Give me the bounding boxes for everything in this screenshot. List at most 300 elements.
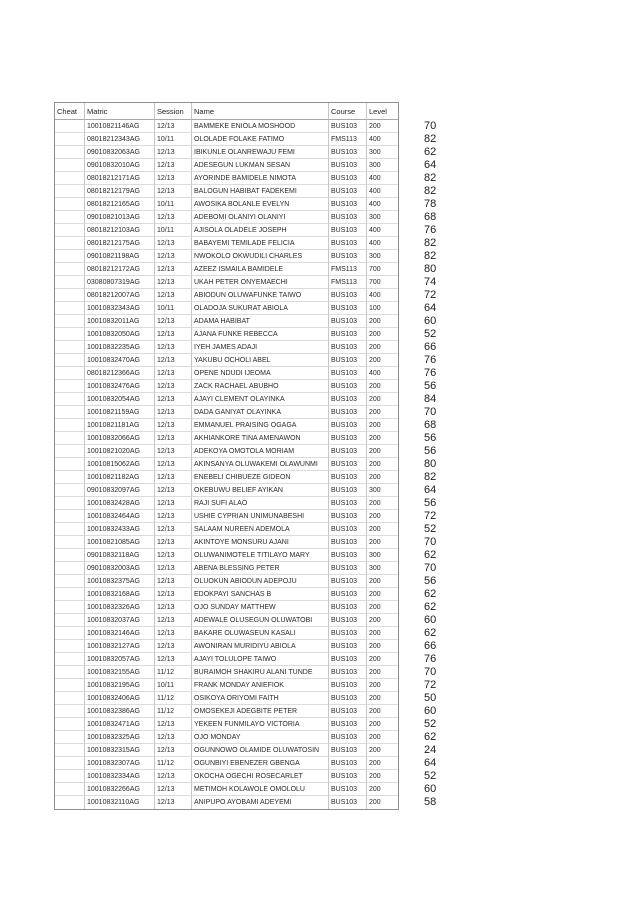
table-row: [55, 419, 450, 432]
cell-session: 12/13: [155, 510, 192, 523]
cell-course: BUS103: [329, 120, 367, 133]
cell-level: 200: [367, 614, 398, 627]
cell-cheat: [55, 419, 85, 432]
score-value: 72: [424, 510, 437, 522]
cell-course: BUS103: [329, 458, 367, 471]
table-row: [55, 120, 450, 133]
score-value: 82: [424, 133, 437, 145]
score-value: 76: [424, 224, 437, 236]
cell-level: 200: [367, 523, 398, 536]
cell-level: 200: [367, 432, 398, 445]
cell-name: AWOSIKA BOLANLE EVELYN: [192, 198, 329, 211]
cell-matric: 10010815062AG: [85, 458, 155, 471]
score-value: 82: [424, 471, 437, 483]
cell-session: 12/13: [155, 185, 192, 198]
score-value: 62: [424, 601, 437, 613]
table-row: [55, 614, 450, 627]
cell-course: BUS103: [329, 731, 367, 744]
cell-level: 400: [367, 172, 398, 185]
table-row: [55, 328, 450, 341]
cell-name: ABENA BLESSING PETER: [192, 562, 329, 575]
cell-level: 200: [367, 601, 398, 614]
cell-level: 200: [367, 718, 398, 731]
cell-course: BUS103: [329, 393, 367, 406]
cell-name: OGUNNOWO OLAMIDE OLUWATOSIN: [192, 744, 329, 757]
cell-name: IYEH JAMES ADAJI: [192, 341, 329, 354]
cell-level: 700: [367, 263, 398, 276]
cell-matric: 10010832235AG: [85, 341, 155, 354]
cell-name: ADAMA HABIBAT: [192, 315, 329, 328]
score-value: 70: [424, 562, 437, 574]
cell-cheat: [55, 757, 85, 770]
cell-level: 300: [367, 146, 398, 159]
cell-course: BUS103: [329, 588, 367, 601]
cell-name: AJANA FUNKE REBECCA: [192, 328, 329, 341]
cell-matric: 10010832334AG: [85, 770, 155, 783]
cell-course: BUS103: [329, 289, 367, 302]
table-row: [55, 302, 450, 315]
cell-course: BUS103: [329, 757, 367, 770]
cell-course: BUS103: [329, 484, 367, 497]
table-row: [55, 575, 450, 588]
cell-cheat: [55, 328, 85, 341]
cell-cheat: [55, 380, 85, 393]
cell-matric: 10010832066AG: [85, 432, 155, 445]
cell-level: 400: [367, 224, 398, 237]
cell-matric: 08018212165AG: [85, 198, 155, 211]
cell-course: BUS103: [329, 705, 367, 718]
cell-cheat: [55, 562, 85, 575]
score-value: 72: [424, 679, 437, 691]
score-value: 50: [424, 692, 437, 704]
cell-level: 200: [367, 341, 398, 354]
cell-level: 200: [367, 419, 398, 432]
cell-session: 12/13: [155, 289, 192, 302]
cell-level: 200: [367, 328, 398, 341]
cell-name: RAJI SUFI ALAO: [192, 497, 329, 510]
cell-session: 11/12: [155, 666, 192, 679]
cell-cheat: [55, 224, 85, 237]
table-row: [55, 692, 450, 705]
cell-cheat: [55, 250, 85, 263]
table-row: [55, 757, 450, 770]
cell-matric: 10010832428AG: [85, 497, 155, 510]
cell-name: ENEBELI CHIBUEZE GIDEON: [192, 471, 329, 484]
cell-matric: 10010832050AG: [85, 328, 155, 341]
cell-course: BUS103: [329, 380, 367, 393]
cell-name: BABAYEMI TEMILADE FELICIA: [192, 237, 329, 250]
score-value: 56: [424, 445, 437, 457]
cell-name: EDOKPAYI SANCHAS B: [192, 588, 329, 601]
table-row: [55, 211, 450, 224]
score-value: 60: [424, 614, 437, 626]
cell-level: 400: [367, 289, 398, 302]
cell-cheat: [55, 588, 85, 601]
table-row: [55, 484, 450, 497]
cell-course: BUS103: [329, 523, 367, 536]
cell-session: 11/12: [155, 692, 192, 705]
table-row: [55, 783, 450, 796]
cell-session: 12/13: [155, 263, 192, 276]
score-value: 60: [424, 705, 437, 717]
score-value: 56: [424, 575, 437, 587]
cell-level: 200: [367, 315, 398, 328]
cell-level: 200: [367, 588, 398, 601]
cell-name: AWONIRAN MURIDIYU ABIOLA: [192, 640, 329, 653]
cell-course: BUS103: [329, 744, 367, 757]
cell-course: BUS103: [329, 575, 367, 588]
cell-matric: 10010832266AG: [85, 783, 155, 796]
cell-session: 12/13: [155, 341, 192, 354]
score-value: 62: [424, 549, 437, 561]
cell-cheat: [55, 497, 85, 510]
cell-cheat: [55, 263, 85, 276]
cell-cheat: [55, 770, 85, 783]
score-value: 78: [424, 198, 437, 210]
cell-name: ANIPUPO AYOBAMI ADEYEMI: [192, 796, 329, 809]
cell-matric: 10010832343AG: [85, 302, 155, 315]
cell-level: 200: [367, 510, 398, 523]
cell-level: 200: [369, 799, 381, 806]
cell-level: 200: [367, 783, 398, 796]
cell-course: BUS103: [329, 341, 367, 354]
cell-course: BUS103: [329, 679, 367, 692]
cell-matric: 09010832118AG: [85, 549, 155, 562]
cell-matric: 08018212175AG: [85, 237, 155, 250]
cell-cheat: [55, 276, 85, 289]
table-row: [55, 796, 450, 809]
cell-level: 300: [367, 562, 398, 575]
cell-cheat: [55, 744, 85, 757]
cell-matric: 08018212103AG: [85, 224, 155, 237]
table-row: [55, 393, 450, 406]
cell-session: 12/13: [155, 146, 192, 159]
cell-level: 700: [367, 276, 398, 289]
cell-level: 200: [367, 445, 398, 458]
cell-course: BUS103: [329, 224, 367, 237]
cell-session: 12/13: [155, 497, 192, 510]
cell-course: BUS103: [329, 796, 367, 809]
cell-matric: 08018212366AG: [85, 367, 155, 380]
table-row: [55, 744, 450, 757]
cell-cheat: [55, 302, 85, 315]
cell-matric: 10010832464AG: [85, 510, 155, 523]
cell-name: OLUWANIMOTELE TITILAYO MARY: [192, 549, 329, 562]
cell-name: AJISOLA OLADELE JOSEPH: [192, 224, 329, 237]
cell-name: OPENE NDUDI IJEOMA: [192, 367, 329, 380]
cell-course: BUS103: [329, 562, 367, 575]
cell-matric: 10010832037AG: [85, 614, 155, 627]
cell-matric: 10010832195AG: [85, 679, 155, 692]
table-row: [55, 640, 450, 653]
table-row: [55, 315, 450, 328]
cell-matric: 08018212172AG: [85, 263, 155, 276]
cell-name: BAMMEKE ENIOLA MOSHOOD: [192, 120, 329, 133]
table-row: [55, 172, 450, 185]
cell-cheat: [55, 354, 85, 367]
cell-name: YAKUBU OCHOLI ABEL: [192, 354, 329, 367]
table-row: [55, 731, 450, 744]
table-row: [55, 133, 450, 146]
cell-level: 200: [367, 627, 398, 640]
cell-session: 12/13: [155, 172, 192, 185]
cell-cheat: [55, 445, 85, 458]
cell-session: 12/13: [155, 419, 192, 432]
cell-cheat: [55, 172, 85, 185]
cell-session: 12/13: [155, 770, 192, 783]
table-row: [55, 588, 450, 601]
header-cheat: Cheat: [55, 103, 85, 120]
cell-name: ABIODUN OLUWAFUNKE TAIWO: [192, 289, 329, 302]
cell-level: 200: [367, 536, 398, 549]
table-row: [55, 146, 450, 159]
cell-name: ADEKOYA OMOTOLA MORIAM: [192, 445, 329, 458]
table-row: [55, 224, 450, 237]
cell-level: 300: [367, 250, 398, 263]
cell-course: BUS103: [329, 185, 367, 198]
cell-level: 400: [367, 133, 398, 146]
cell-level: 200: [367, 393, 398, 406]
cell-session: 12/13: [155, 315, 192, 328]
score-value: 80: [424, 263, 437, 275]
cell-name: OMOSEKEJI ADEGBITE PETER: [192, 705, 329, 718]
cell-session: 12/13: [155, 367, 192, 380]
cell-cheat: [55, 146, 85, 159]
cell-session: 10/11: [155, 679, 192, 692]
cell-level: 400: [367, 237, 398, 250]
cell-level: 400: [367, 185, 398, 198]
table-row: [55, 770, 450, 783]
cell-course: BUS103: [329, 302, 367, 315]
table-row: [55, 458, 450, 471]
cell-name: FRANK MONDAY ANIEFIOK: [192, 679, 329, 692]
cell-course: BUS103: [329, 471, 367, 484]
table-row: [55, 445, 450, 458]
cell-matric: 08018212007AG: [85, 289, 155, 302]
cell-course: BUS103: [329, 419, 367, 432]
cell-course: BUS103: [329, 614, 367, 627]
score-value: 62: [424, 627, 437, 639]
score-value: 70: [424, 406, 437, 418]
score-value: 80: [424, 458, 437, 470]
cell-matric: 10010821182AG: [85, 471, 155, 484]
cell-name: AYORINDE BAMIDELE NIMOTA: [192, 172, 329, 185]
cell-session: 12/13: [155, 562, 192, 575]
cell-matric: 10010832315AG: [85, 744, 155, 757]
cell-course: BUS103: [329, 601, 367, 614]
cell-name: OLOLADE FOLAKE FATIMO: [192, 133, 329, 146]
table-row: [55, 510, 450, 523]
cell-level: 100: [367, 302, 398, 315]
cell-level: 200: [367, 731, 398, 744]
table-row: [55, 549, 450, 562]
score-value: 62: [424, 588, 437, 600]
cell-cheat: [55, 393, 85, 406]
cell-level: 200: [367, 406, 398, 419]
table-row: [55, 380, 450, 393]
cell-matric: 10010832326AG: [85, 601, 155, 614]
cell-course: BUS103: [329, 640, 367, 653]
cell-session: 12/13: [155, 588, 192, 601]
cell-cheat: [55, 211, 85, 224]
cell-course: BUS103: [329, 354, 367, 367]
score-value: 84: [424, 393, 437, 405]
cell-session: 12/13: [155, 354, 192, 367]
cell-course: BUS103: [329, 445, 367, 458]
cell-cheat: [55, 471, 85, 484]
cell-cheat: [55, 640, 85, 653]
score-value: 66: [424, 640, 437, 652]
cell-name: ADEBOMI OLANIYI OLANIYI: [192, 211, 329, 224]
cell-cheat: [55, 289, 85, 302]
cell-session: 12/13: [155, 783, 192, 796]
cell-course: BUS103: [329, 783, 367, 796]
cell-cheat: [55, 185, 85, 198]
cell-name: ZACK RACHAEL ABUBHO: [192, 380, 329, 393]
cell-name: IBIKUNLE OLANREWAJU FEMI: [192, 146, 329, 159]
cell-level: 300: [367, 211, 398, 224]
table-row: [55, 237, 450, 250]
cell-course: BUS103: [329, 328, 367, 341]
score-value: 76: [424, 354, 437, 366]
cell-cheat: [55, 679, 85, 692]
cell-cheat: [55, 653, 85, 666]
cell-level: 400: [367, 367, 398, 380]
cell-name: BURAIMOH SHAKIRU ALANI TUNDE: [192, 666, 329, 679]
cell-cheat: [55, 510, 85, 523]
cell-matric: 10010821085AG: [85, 536, 155, 549]
cell-matric: 10010832375AG: [85, 575, 155, 588]
cell-session: 12/13: [155, 601, 192, 614]
cell-name: AZEEZ ISMAILA BAMIDELE: [192, 263, 329, 276]
cell-cheat: [55, 627, 85, 640]
table-row: [55, 354, 450, 367]
header-course: Course: [329, 103, 367, 120]
table-row: [55, 679, 450, 692]
cell-cheat: [55, 705, 85, 718]
score-value: 70: [424, 120, 437, 132]
table-row: [55, 263, 450, 276]
cell-level: 200: [367, 471, 398, 484]
cell-name: OKEBUWU BELIEF AYIKAN: [192, 484, 329, 497]
cell-cheat: [55, 367, 85, 380]
cell-session: 10/11: [155, 302, 192, 315]
cell-name: ADESEGUN LUKMAN SESAN: [192, 159, 329, 172]
cell-cheat: [55, 692, 85, 705]
cell-cheat: [55, 484, 85, 497]
cell-name: ADEWALE OLUSEGUN OLUWATOBI: [192, 614, 329, 627]
header-level: Level: [367, 103, 398, 120]
results-sheet: [55, 103, 450, 809]
cell-session: 12/13: [155, 796, 192, 809]
cell-session: 12/13: [155, 458, 192, 471]
cell-course: BUS103: [329, 666, 367, 679]
cell-session: 12/13: [155, 575, 192, 588]
score-value: 64: [424, 484, 437, 496]
cell-name: AKINSANYA OLUWAKEMI OLAWUNMI: [192, 458, 329, 471]
table-row: [55, 341, 450, 354]
cell-course: BUS103: [329, 172, 367, 185]
score-value: 62: [424, 146, 437, 158]
cell-cheat: [55, 458, 85, 471]
score-value: 60: [424, 315, 437, 327]
cell-name: OLADOJA SUKURAT ABIOLA: [192, 302, 329, 315]
cell-session: 12/13: [155, 718, 192, 731]
cell-course: BUS103: [329, 211, 367, 224]
score-value: 60: [424, 783, 437, 795]
cell-cheat: [55, 315, 85, 328]
cell-cheat: [55, 432, 85, 445]
cell-session: 12/13: [155, 159, 192, 172]
score-value: 82: [424, 172, 437, 184]
cell-matric: 10010832406AG: [85, 692, 155, 705]
cell-level: 200: [367, 679, 398, 692]
score-value: 82: [424, 185, 437, 197]
cell-course: BUS103: [329, 198, 367, 211]
cell-name: AJAYI TOLULOPE TAIWO: [192, 653, 329, 666]
table-row: [55, 523, 450, 536]
cell-session: 12/13: [155, 471, 192, 484]
cell-level: 200: [367, 692, 398, 705]
score-value: 56: [424, 497, 437, 509]
cell-course: BUS103: [329, 367, 367, 380]
cell-level: 200: [367, 705, 398, 718]
cell-session: 10/11: [155, 224, 192, 237]
cell-name: USHIE CYPRIAN UNIMUNABESHI: [192, 510, 329, 523]
score-value: 66: [424, 341, 437, 353]
cell-matric: 03080807319AG: [85, 276, 155, 289]
table-row: [55, 705, 450, 718]
cell-name: DADA GANIYAT OLAYINKA: [192, 406, 329, 419]
cell-session: 11/12: [155, 705, 192, 718]
cell-cheat: [55, 237, 85, 250]
cell-name: AKHIANKORE TINA AMENAWON: [192, 432, 329, 445]
cell-name: SALAAM NUREEN ADEMOLA: [192, 523, 329, 536]
cell-session: 12/13: [155, 627, 192, 640]
cell-matric: 09010832003AG: [85, 562, 155, 575]
cell-cheat: [55, 614, 85, 627]
cell-matric: 10010821020AG: [85, 445, 155, 458]
cell-level: 200: [367, 380, 398, 393]
cell-session: 12/13: [155, 380, 192, 393]
cell-name: YEKEEN FUNMILAYO VICTORIA: [192, 718, 329, 731]
cell-name: NWOKOLO OKWUDILI CHARLES: [192, 250, 329, 263]
cell-session: 12/13: [155, 731, 192, 744]
cell-matric: 08018212343AG: [85, 133, 155, 146]
cell-cheat: [55, 120, 85, 133]
cell-cheat: [55, 718, 85, 731]
cell-course: BUS103: [329, 549, 367, 562]
cell-session: 10/11: [155, 133, 192, 146]
table-row: [55, 276, 450, 289]
cell-session: 12/13: [155, 237, 192, 250]
cell-course: BUS103: [329, 692, 367, 705]
cell-session: 11/12: [155, 757, 192, 770]
cell-course: BUS103: [329, 770, 367, 783]
cell-course: BUS103: [329, 718, 367, 731]
table-row: [55, 562, 450, 575]
cell-matric: 10010832127AG: [85, 640, 155, 653]
cell-session: 12/13: [155, 445, 192, 458]
cell-name: AJAYI CLEMENT OLAYINKA: [192, 393, 329, 406]
table-row: [55, 718, 450, 731]
cell-course: BUS103: [329, 315, 367, 328]
score-value: 68: [424, 419, 437, 431]
table-row: [55, 250, 450, 263]
score-value: 56: [424, 380, 437, 392]
cell-matric: 09010832063AG: [85, 146, 155, 159]
cell-level: 200: [367, 120, 398, 133]
